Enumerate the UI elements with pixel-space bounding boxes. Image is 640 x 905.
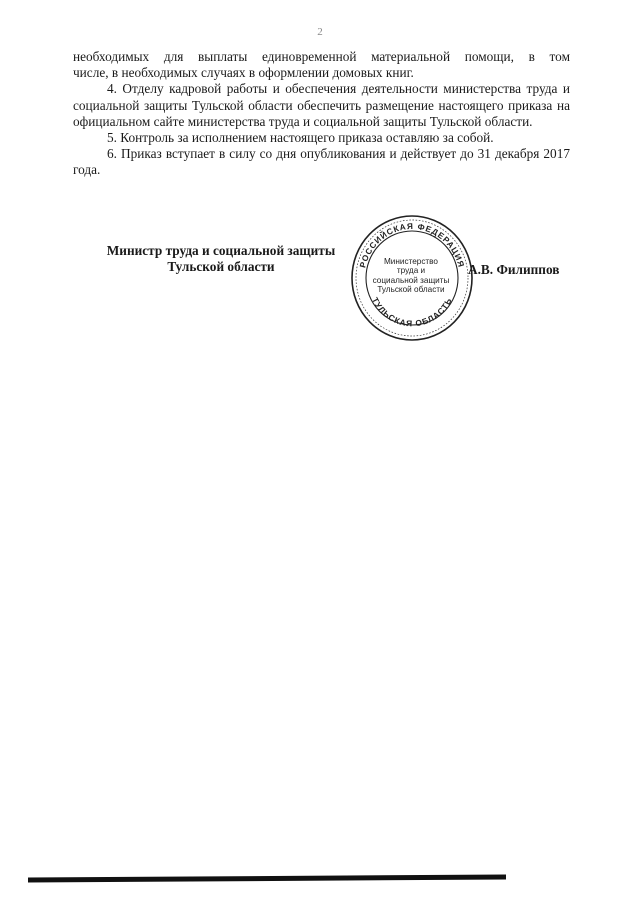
paragraph-item-4: 4. Отделу кадровой работы и обеспечения деятельности министерства труда и социальной защиты Тульской области обеспечить размещение настоящего приказа на официальном сайте министерства труда и социальной защиты Тульской области. <box>73 81 570 129</box>
continuation-line-2: числе, в необходимых случаях в оформлении домовых книг. <box>73 65 414 81</box>
stamp-inner-line-1: Министерство <box>383 257 438 266</box>
stamp-inner-line-4: Тульской области <box>377 285 445 295</box>
signatory-title <box>80 243 362 275</box>
stamp-outer-top-text: РОССИЙСКАЯ ФЕДЕРАЦИЯ <box>357 220 467 269</box>
stamp-inner-line-2: труда и <box>396 266 426 276</box>
stamp-inner-line-3: социальной защиты <box>372 275 450 285</box>
paragraph-item-6: 6. Приказ вступает в силу со дня опубликования и действует до 31 декабря 2017 года. <box>73 146 570 178</box>
official-stamp <box>349 213 475 343</box>
stamp-outer-bottom-text: ТУЛЬСКАЯ ОБЛАСТЬ <box>370 295 454 329</box>
bottom-divider <box>28 875 506 883</box>
signatory-name: А.В. Филиппов <box>468 262 560 277</box>
page-number: 2 <box>317 26 323 38</box>
paragraph-item-5: 5. Контроль за исполнением настоящего приказа оставляю за собой. <box>107 130 494 146</box>
stamp-inner-text <box>367 257 455 295</box>
continuation-line-1: необходимых для выплаты единовременной материальной помощи, в том <box>73 49 570 64</box>
signatory-title-line-1: Министр труда и социальной защиты <box>106 243 336 258</box>
document-body <box>73 49 570 179</box>
signatory-title-line-2: Тульской области <box>167 259 275 274</box>
